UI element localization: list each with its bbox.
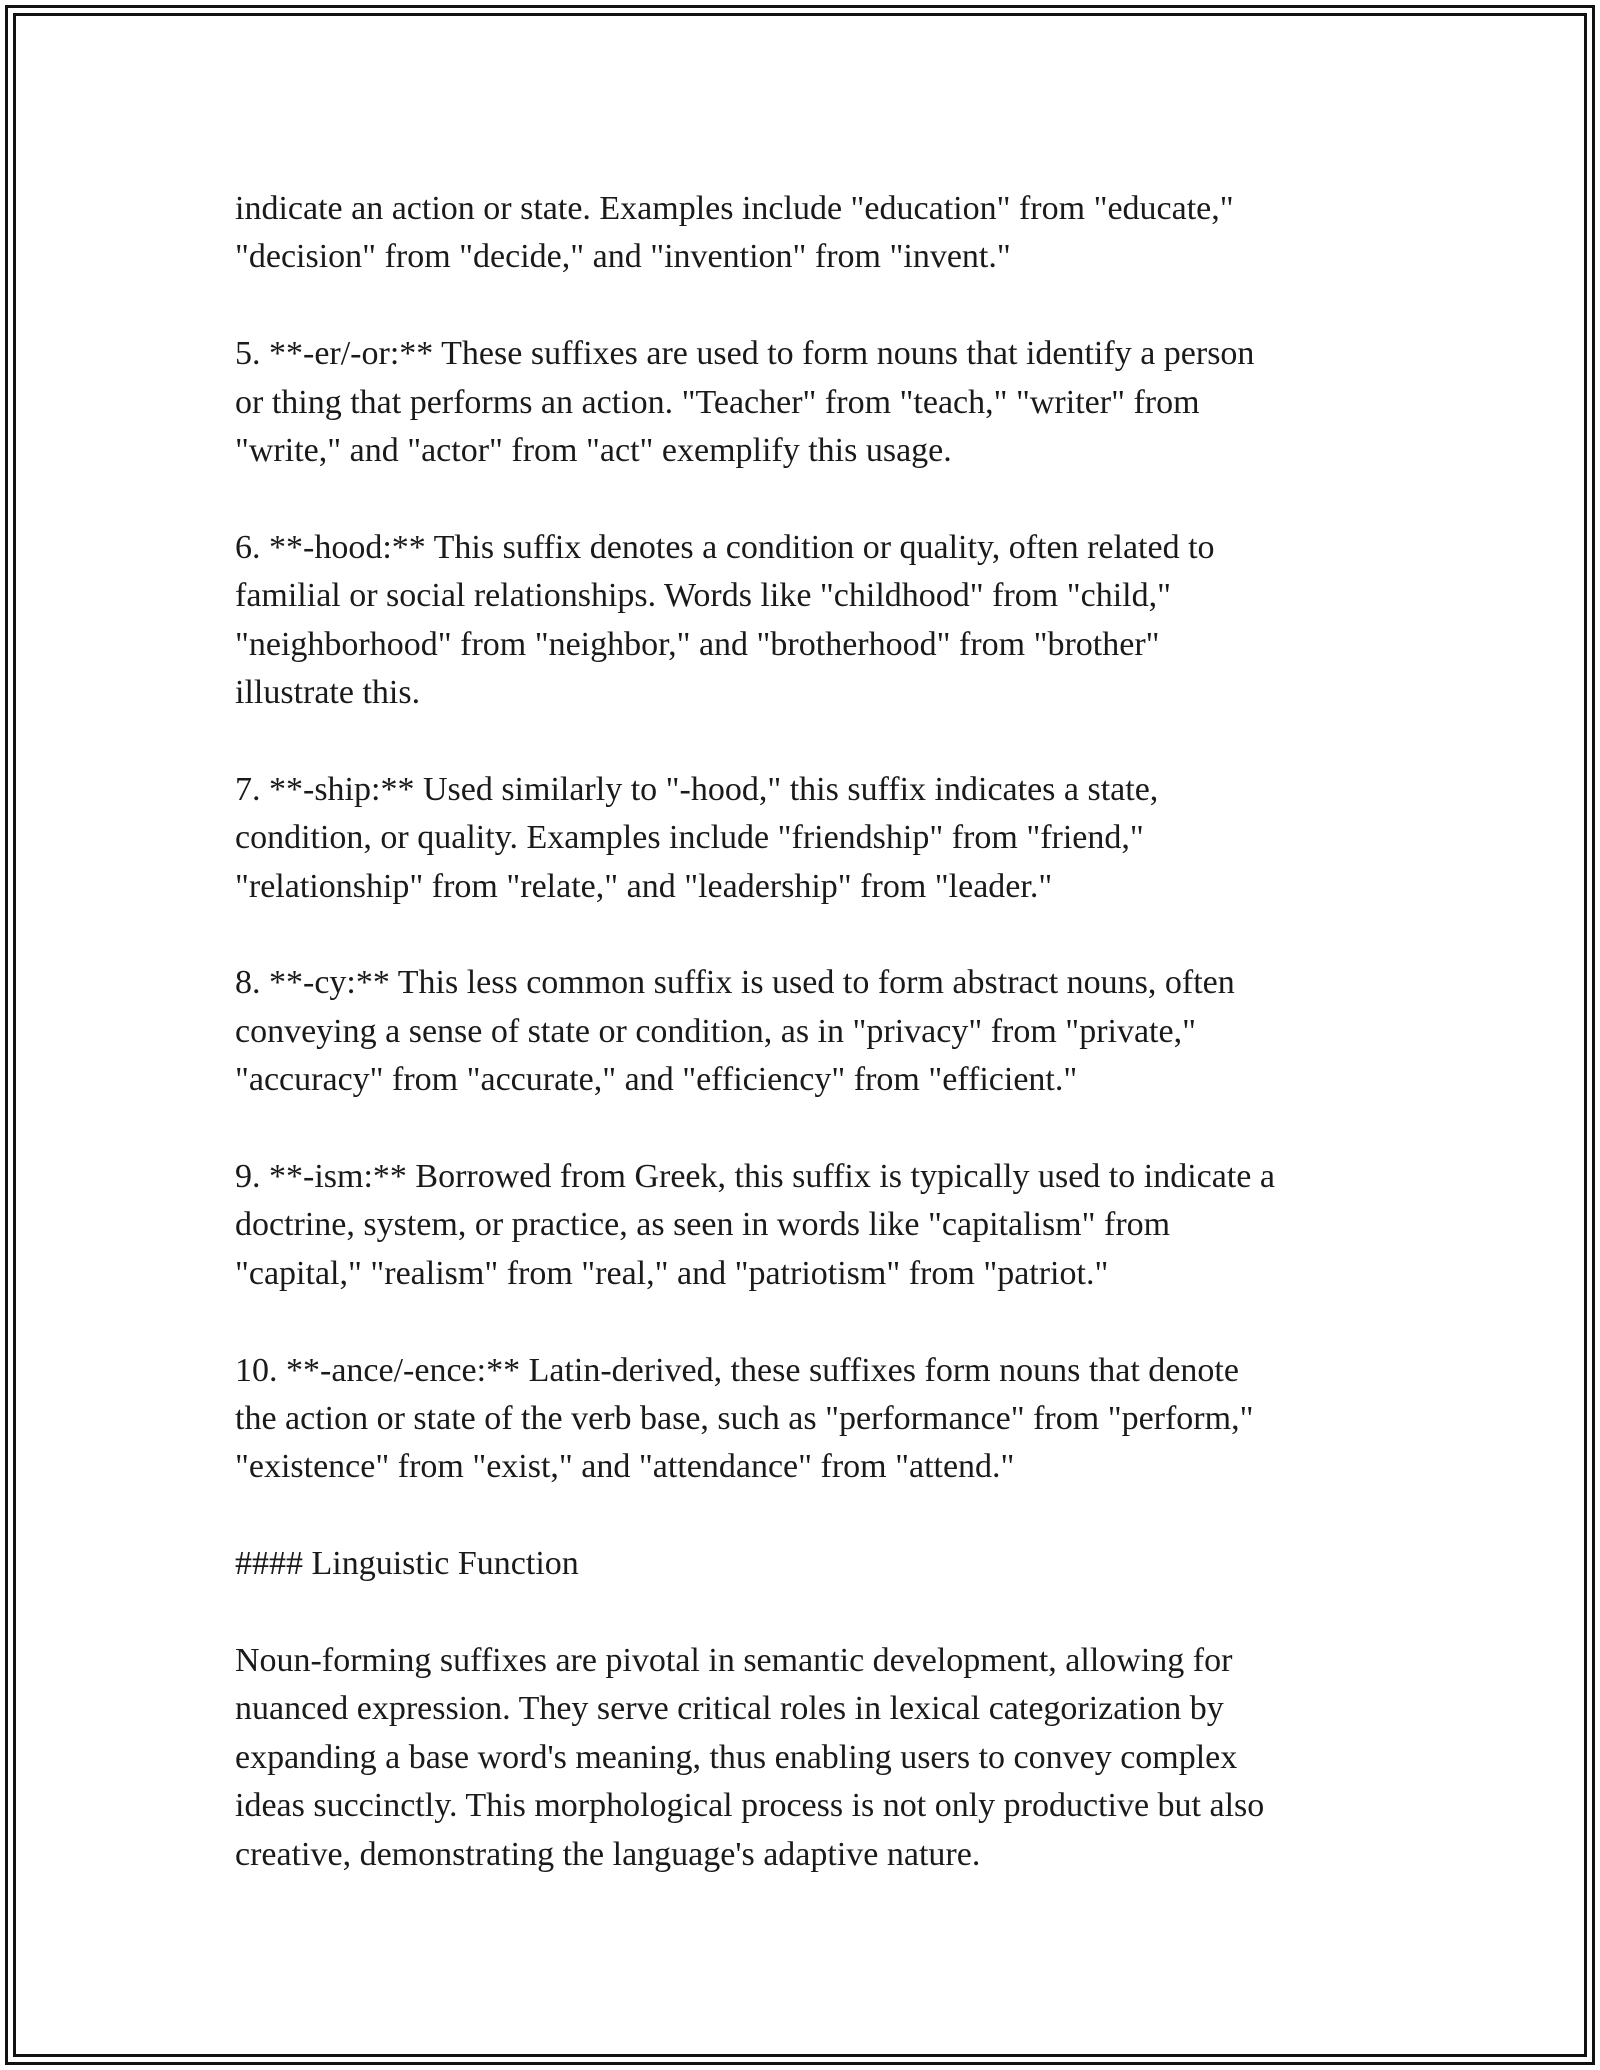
list-item-ance-ence: 10. **-ance/-ence:** Latin-derived, these suffixes form nouns that denote the action or state of the verb base, such as "performance" from "perform," "existence" from "exist," and "attendance" from "attend." bbox=[235, 1351, 1254, 1486]
document-body bbox=[235, 185, 1365, 1879]
list-item-cy: 8. **-cy:** This less common suffix is used to form abstract nouns, often conveying a sense of state or condition, as in "privacy" from "private," "accuracy" from "accurate," and "efficiency" from "efficient." bbox=[235, 964, 1235, 1099]
list-item-hood: 6. **-hood:** This suffix denotes a condition or quality, often related to familial or social relationships. Words like "childhood" from "child," "neighborhood" from "neighbor," and "brotherhood" from "brother" illustrate this. bbox=[235, 528, 1215, 712]
list-item-er-or: 5. **-er/-or:** These suffixes are used to form nouns that identify a person or thing that performs an action. "Teacher" from "teach," "writer" from "write," and "actor" from "act" exemplify this usage. bbox=[235, 335, 1255, 470]
list-item-ship: 7. **-ship:** Used similarly to "-hood," this suffix indicates a state, condition, or quality. Examples include "friendship" from "friend," "relationship" from "relate," and "leadership" from "leader." bbox=[235, 770, 1159, 905]
paragraph-linguistic-function: Noun-forming suffixes are pivotal in semantic development, allowing for nuanced expression. They serve critical roles in lexical categorization by expanding a base word's meaning, thus enabling users to convey complex ideas succinctly. This morphological process is not only productive but also creative, demonstrating the language's adaptive nature. bbox=[235, 1642, 1265, 1873]
section-heading-linguistic-function: #### Linguistic Function bbox=[235, 1545, 579, 1583]
list-item-ism: 9. **-ism:** Borrowed from Greek, this suffix is typically used to indicate a doctrine, system, or practice, as seen in words like "capitalism" from "capital," "realism" from "real," and "patriotism" from "patriot." bbox=[235, 1158, 1275, 1292]
paragraph-action-state-continuation: indicate an action or state. Examples include "education" from "educate," "decision" from "decide," and "invention" from "invent." bbox=[235, 190, 1234, 276]
